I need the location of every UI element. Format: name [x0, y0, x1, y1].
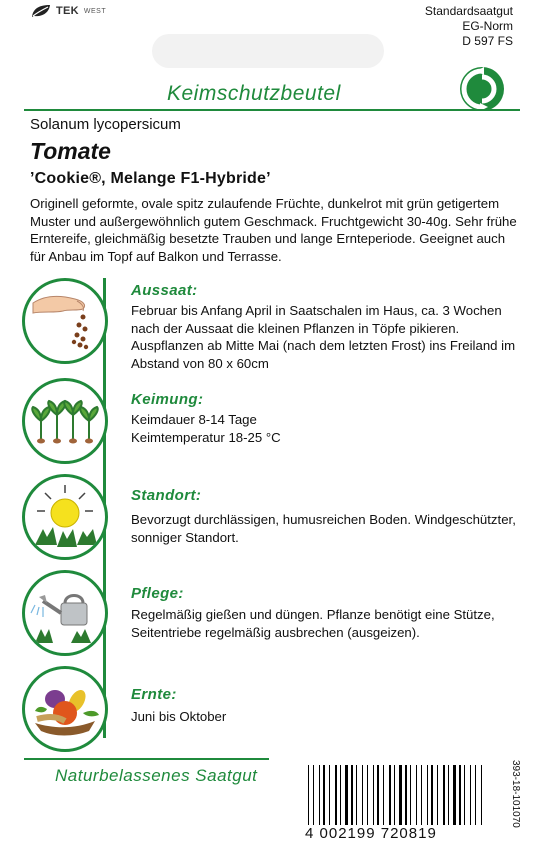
barcode-bar [319, 765, 320, 825]
brand-name: TEK [56, 5, 79, 17]
divider [24, 109, 520, 111]
barcode-bar [351, 765, 353, 825]
cert-line: EG-Norm [462, 19, 513, 33]
barcode-bar [448, 765, 449, 825]
barcode-bar [464, 765, 465, 825]
leaf-logo-icon [30, 4, 52, 18]
barcode-bar [475, 765, 476, 825]
green-dot-recycle-icon [458, 65, 506, 113]
barcode-bar [323, 765, 325, 825]
barcode-bar [345, 765, 348, 825]
barcode-bar [410, 765, 411, 825]
section-text-standort: Bevorzugt durchlässigen, humusreichen Boden. Windgeschützter, sonniger Standort. [131, 512, 516, 545]
barcode-bar [373, 765, 374, 825]
cert-line: Standardsaatgut [424, 4, 513, 18]
barcode-bar [383, 765, 384, 825]
product-name: Tomate [30, 138, 111, 164]
seedlings-icon [22, 378, 108, 464]
barcode-bar [367, 765, 368, 825]
barcode-bar [329, 765, 330, 825]
barcode-bar [453, 765, 456, 825]
keimung-line: Keimtemperatur 18-25 °C [131, 429, 281, 445]
barcode-bar [308, 765, 309, 825]
variety-name: ’Cookie®, Melange F1-Hybride’ [30, 170, 271, 187]
section-title-aussaat: Aussaat: [131, 282, 198, 299]
footer-slogan: Naturbelassenes Saatgut [55, 766, 258, 785]
ean-barcode [302, 765, 488, 825]
barcode-bar [335, 765, 337, 825]
section-text-keimung [131, 411, 516, 446]
section-title-ernte: Ernte: [131, 686, 177, 703]
section-title-pflege: Pflege: [131, 585, 184, 602]
barcode-bar [394, 765, 395, 825]
section-text-pflege: Regelmäßig gießen und düngen. Pflanze benötigt eine Stütze, Seitentriebe regelmäßig ausbrechen (ausgeizen). [131, 607, 495, 640]
brand-sub: WEST [83, 7, 107, 15]
barcode-bar [340, 765, 341, 825]
vegetable-basket-icon [22, 666, 108, 752]
certification-block [425, 4, 513, 49]
barcode-bar [459, 765, 461, 825]
barcode-bar [470, 765, 471, 825]
keimung-line: Keimdauer 8-14 Tage [131, 412, 257, 427]
barcode-bar [416, 765, 417, 825]
brand-logo [30, 4, 106, 18]
barcode-bar [313, 765, 314, 825]
barcode-bar [431, 765, 433, 825]
ean-number: 4 002199 720819 [305, 825, 437, 842]
barcode-bar [481, 765, 482, 825]
barcode-bar [437, 765, 438, 825]
barcode-bar [377, 765, 379, 825]
barcode-bar [362, 765, 363, 825]
sun-plants-icon [22, 474, 108, 560]
barcode-bar [389, 765, 391, 825]
cert-line: D 597 FS [462, 34, 513, 48]
barcode-bar [421, 765, 422, 825]
barcode-bar [427, 765, 428, 825]
latin-name: Solanum lycopersicum [30, 116, 181, 133]
section-text-ernte: Juni bis Oktober [131, 709, 227, 724]
blank-label-area [152, 34, 384, 68]
side-code: 393-18-101070 [510, 760, 521, 828]
barcode-bar [405, 765, 407, 825]
barcode-bar [443, 765, 445, 825]
footer-divider [24, 758, 269, 760]
section-text-aussaat: Februar bis Anfang April in Saatschalen im Haus, ca. 3 Wochen nach der Aussaat die kleinen Pflanzen in Töpfe pikieren. Auspflanzen ab Mitte Mai (nach dem letzten Frost) ins Freiland im Abstand von 80 x 60cm [131, 303, 516, 371]
barcode-bar [399, 765, 402, 825]
sowing-hand-icon [22, 278, 108, 364]
product-description: Originell geformte, ovale spitz zulaufende Früchte, dunkelrot mit grün getigertem Muster und außergewöhnlich gutem Geschmack. Fruchtgewicht 30-40g. Sehr frühe Erntereife, gleichmäßig besetzte Trauben und lange Ernteperiode. Geeignet auch für Anbau im Topf auf Balkon und Terrasse. [30, 196, 517, 264]
packet-subtitle: Keimschutzbeutel [167, 82, 341, 105]
section-title-keimung: Keimung: [131, 391, 204, 408]
barcode-bar [356, 765, 357, 825]
watering-can-icon [22, 570, 108, 656]
section-title-standort: Standort: [131, 487, 202, 504]
